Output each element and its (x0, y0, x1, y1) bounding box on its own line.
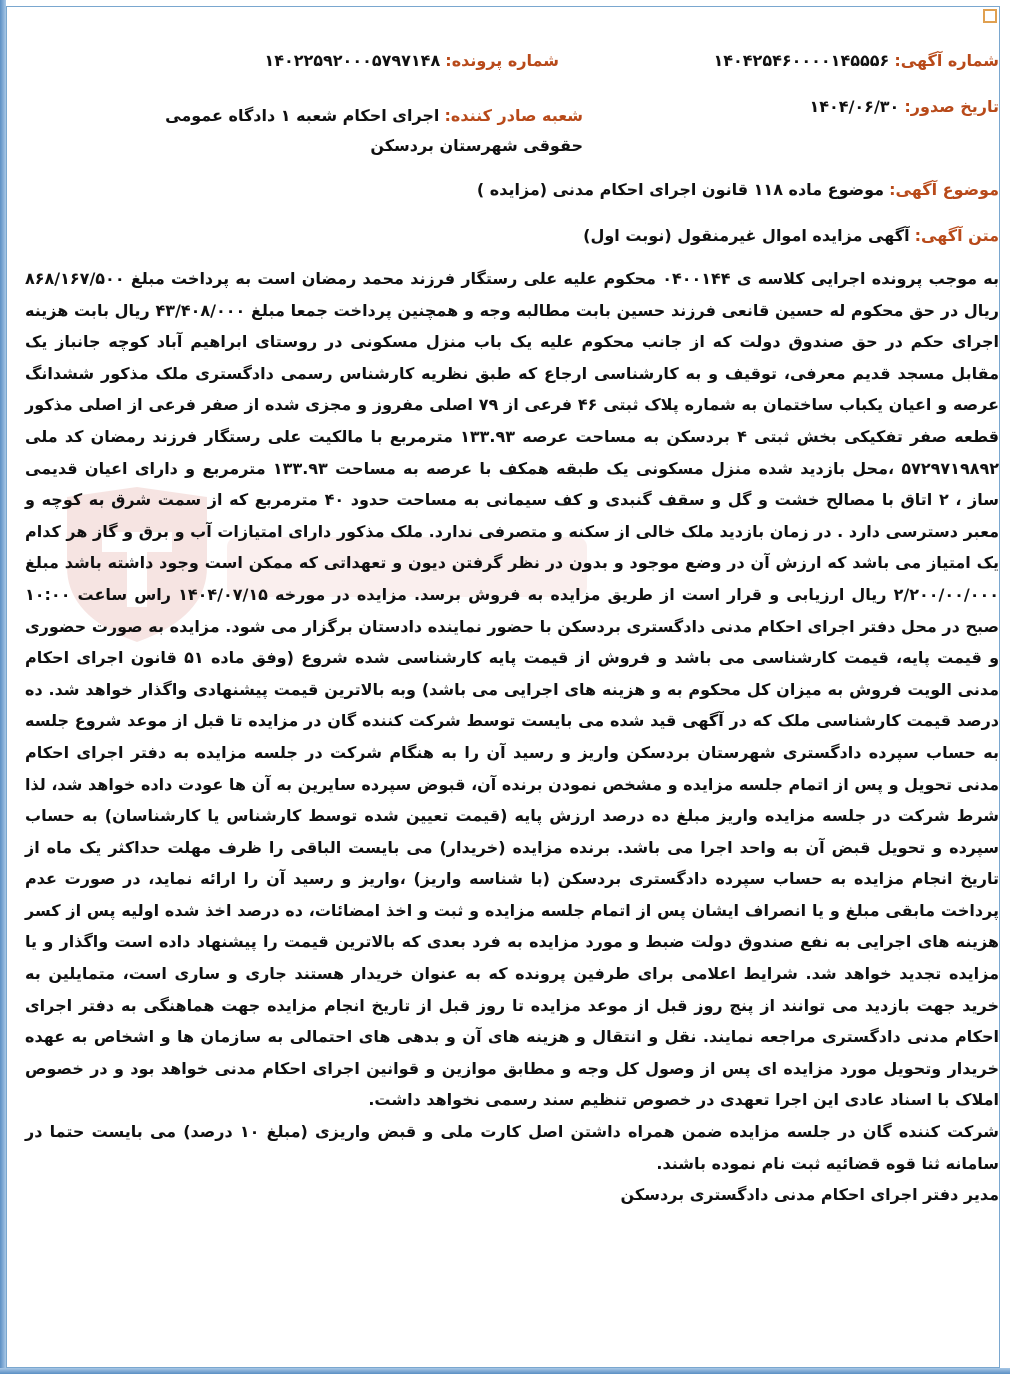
ad-number-value: ۱۴۰۴۲۵۴۶۰۰۰۰۱۴۵۵۵۶ (713, 51, 890, 70)
issuer-label: شعبه صادر کننده: (444, 106, 583, 125)
ad-title: آگهی مزایده اموال غیرمنقول (نوبت اول) (583, 226, 910, 245)
meta-row-numbers (25, 37, 999, 77)
notice-body (25, 263, 999, 1211)
notice-meta (25, 37, 999, 177)
subject-line (25, 177, 999, 203)
issue-date (810, 97, 1000, 116)
document-frame (6, 6, 1000, 1368)
body-paragraph: به موجب پرونده اجرایی کلاسه ی ۰۴۰۰۱۴۴ محکوم علیه علی رستگار فرزند محمد رمضان است به پرداخت مبلغ ۸۶۸/۱۶۷/۵۰۰ ریال در حق محکوم له حسین قانعی فرزند حسین بابت مطالبه وجه و همچنین پرداخت جمعا مبلغ ۴۳/۴۰۸/۰۰۰ ریال بابت هزینه اجرای حکم در حق صندوق دولت که از جانب محکوم علیه یک باب منزل مسکونی در روستای ابراهیم آباد کوچه جانباز یک مقابل مسجد قدیم معرفی، توقیف و به کارشناسی ارجاع که طبق نظریه کارشناس رسمی دادگستری ملک مذکور ششدانگ عرصه و اعیان یکباب ساختمان به شماره پلاک ثبتی ۴۶ فرعی از ۷۹ اصلی مفروز و مجزی شده از صفر فرعی از اصلی مذکور قطعه صفر تفکیکی بخش ثبتی ۴ بردسکن به مساحت عرصه ۱۳۳.۹۳ مترمربع با مالکیت علی رستگار فرزند رمضان کد ملی ۵۷۲۹۷۱۹۸۹۲ ،محل بازدید شده منزل مسکونی یک طبقه همکف با عرصه به مساحت ۱۳۳.۹۳ مترمربع و دارای اعیان قدیمی ساز ، ۲ اتاق با مصالح خشت و گل و سقف گنبدی و کف سیمانی به مساحت حدود ۴۰ مترمربع که از سمت شرق به کوچه و معبر دسترسی دارد . در زمان بازدید ملک خالی از سکنه و متصرفی ندارد. ملک مذکور دارای امتیازات آب و برق و گاز هر کدام یک امتیاز می باشد که ارزش آن در وضع موجود و بدون در نظر گرفتن دیون و تعهداتی که ممکن است وجود داشته باشد مبلغ ۲/۲۰۰/۰۰/۰۰۰ ریال ارزیابی و قرار است از طریق مزایده به فروش برسد. مزایده در مورخه ۱۴۰۴/۰۷/۱۵ راس ساعت ۱۰:۰۰ صبح در محل دفتر اجرای احکام مدنی دادگستری بردسکن با حضور نماینده دادستان برگزار می شود. مزایده به صورت حضوری و قیمت پایه، قیمت کارشناسی می باشد و فروش از قیمت پایه کارشناسی شده شروع (وفق ماده ۵۱ قانون اجرای احکام مدنی الویت فروش به میزان کل محکوم به و هزینه های اجرایی می باشد) وبه بالاترین قیمت پیشنهادی واگذار خواهد شد. ده درصد قیمت کارشناسی ملک که در آگهی قید شده می بایست توسط شرکت کننده گان در مزایده تا قبل از موعد شروع جلسه به حساب سپرده دادگستری شهرستان بردسکن واریز و رسید آن را به هنگام شرکت در جلسه مزایده به دفتر اجرای احکام مدنی تحویل و پس از اتمام جلسه مزایده و مشخص نمودن برنده آن، قبوض سپرده سایرین به آن ها عودت داده خواهد شد، لذا شرط شرکت در جلسه مزایده واریز مبلغ ده درصد ارزش پایه (قیمت تعیین شده توسط کارشناس یا کارشناسان) به حساب سپرده و تحویل قبض آن به واحد اجرا می باشد. برنده مزایده (خریدار) می بایست الباقی را ظرف مهلت حداکثر یک ماه از تاریخ انجام مزایده به حساب سپرده دادگستری بردسکن (با شناسه واریز) ،واریز و رسید آن را ارائه نماید، در صورت عدم پرداخت مابقی مبلغ و یا انصراف ایشان پس از اتمام جلسه مزایده و ثبت و اخذ امضائات، ده درصد اخذ شده اولیه پس از کسر هزینه های اجرایی به نفع صندوق دولت ضبط و مورد مزایده به فرد بعدی که بالاترین قیمت را پیشنهاد داده است واگذار و یا مزایده تجدید خواهد شد. شرایط اعلامی برای طرفین پرونده که به عنوان خریدار هستند جاری و ساری است، متمایلین به خرید جهت بازدید می توانند از پنج روز قبل از موعد مزایده تا روز قبل از تاریخ انجام مزایده جهت هماهنگی به دفتر اجرای احکام مدنی دادگستری مراجعه نمایند. نقل و انتقال و هزینه های آن و بدهی های احتمالی به سازمان ها و اشخاص به عهده خریدار وتحویل مورد مزایده ای پس از وصول کل وجه و مطابق موازین و قوانین اجرای احکام مدنی خواهد بود و در خصوص املاک با اسناد عادی این اجرا تعهدی در خصوص تنظیم سند رسمی نخواهد داشت. (25, 269, 1000, 1110)
case-number-label: شماره پرونده: (445, 51, 559, 70)
notice-content (25, 37, 999, 1211)
case-number-value: ۱۴۰۲۲۵۹۲۰۰۰۵۷۹۷۱۴۸ (264, 51, 441, 70)
signature: مدیر دفتر اجرای احکام مدنی دادگستری بردسکن (620, 1185, 999, 1205)
window-bottom-edge (0, 1368, 1010, 1374)
issue-date-value: ۱۴۰۴/۰۶/۳۰ (809, 97, 900, 116)
subject-value: موضوع ماده ۱۱۸ قانون اجرای احکام مدنی (مزایده ) (476, 180, 885, 199)
subject-label: موضوع آگهی: (889, 180, 999, 199)
participation-note: شرکت کننده گان در جلسه مزایده ضمن همراه داشتن اصل کارت ملی و قبض واریزی (مبلغ ۱۰ درصد) می بایست حتما در سامانه ثنا قوه قضائیه ثبت نام نموده باشند. (25, 1122, 1000, 1173)
issue-date-label: تاریخ صدور: (904, 97, 999, 116)
ad-text-label: متن آگهی: (914, 226, 999, 245)
ad-number (713, 51, 999, 70)
ad-number-label: شماره آگهی: (894, 51, 999, 70)
window-corner-icon[interactable] (983, 9, 997, 23)
issuer-value: اجرای احکام شعبه ۱ دادگاه عمومی حقوقی شهرستان بردسکن (165, 106, 583, 155)
issuer (103, 101, 583, 161)
ad-title-line (25, 223, 999, 249)
case-number (264, 51, 559, 70)
